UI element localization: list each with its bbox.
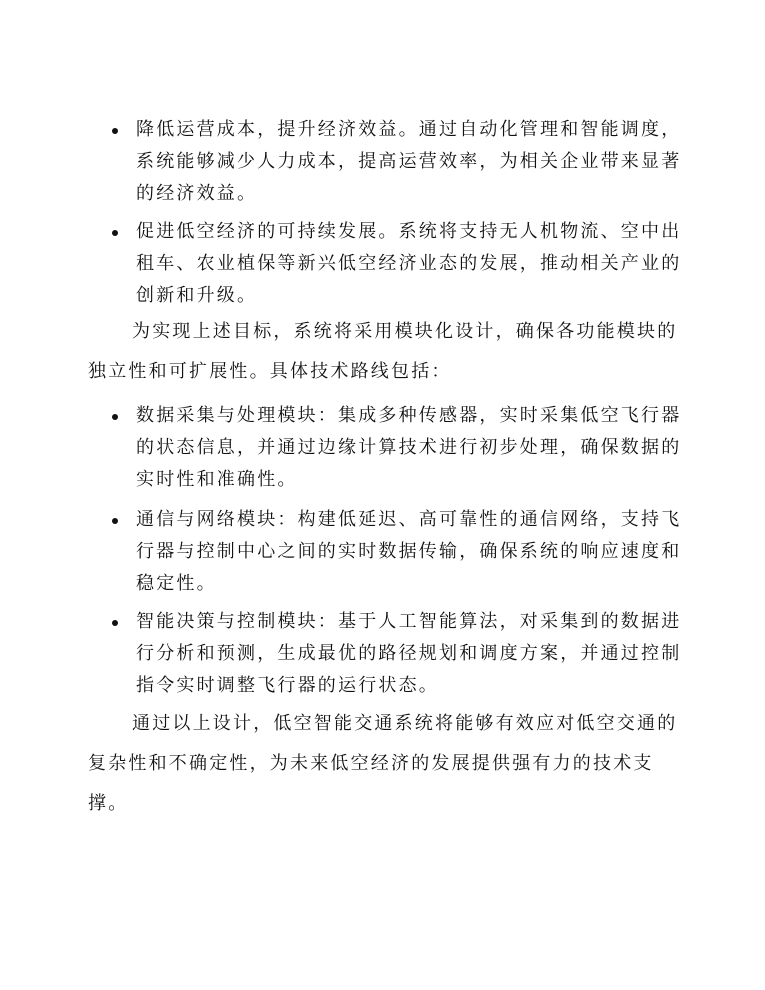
list-item-text: 促进低空经济的可持续发展。系统将支持无人机物流、空中出租车、农业植保等新兴低空经济业态的发展，推动相关产业的创新和升级。	[136, 221, 682, 306]
bullet-icon	[112, 128, 118, 134]
list-item-text: 智能决策与控制模块：基于人工智能算法，对采集到的数据进行分析和预测，生成最优的路径规划和调度方案，并通过控制指令实时调整飞行器的运行状态。	[136, 611, 682, 696]
bullet-icon	[112, 414, 118, 420]
list-item-text: 降低运营成本，提升经济效益。通过自动化管理和智能调度，系统能够减少人力成本，提高运营效率，为相关企业带来显著的经济效益。	[136, 119, 682, 204]
list-item-text: 数据采集与处理模块：集成多种传感器，实时采集低空飞行器的状态信息，并通过边缘计算技术进行初步处理，确保数据的实时性和准确性。	[136, 405, 682, 490]
list-item-text: 通信与网络模块：构建低延迟、高可靠性的通信网络，支持飞行器与控制中心之间的实时数据传输，确保系统的响应速度和稳定性。	[136, 509, 682, 594]
bullet-icon	[112, 620, 118, 626]
body-paragraph: 通过以上设计，低空智能交通系统将能够有效应对低空交通的复杂性和不确定性，为未来低空经济的发展提供强有力的技术支撑。	[88, 713, 678, 814]
body-paragraph: 为实现上述目标，系统将采用模块化设计，确保各功能模块的独立性和可扩展性。具体技术路线包括：	[88, 321, 678, 382]
bullet-icon	[112, 230, 118, 236]
bullet-icon	[112, 518, 118, 524]
